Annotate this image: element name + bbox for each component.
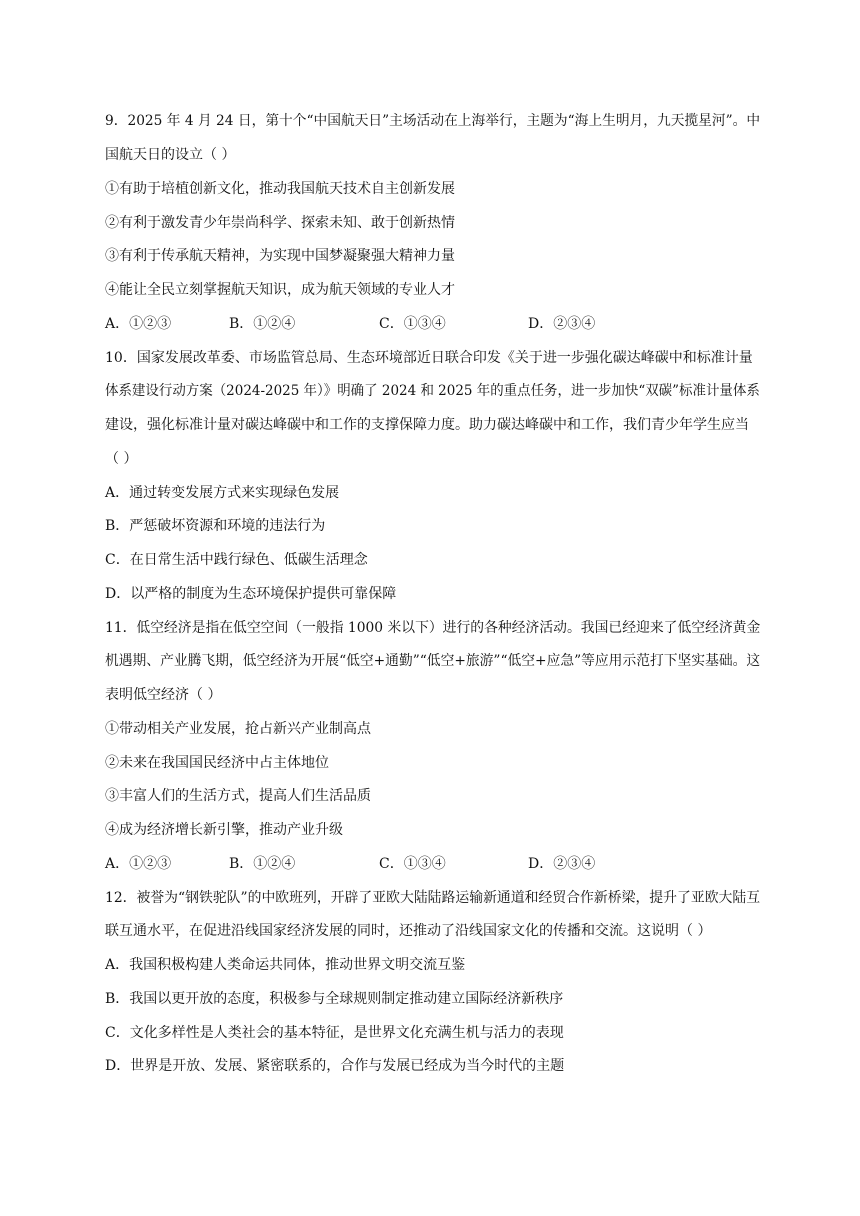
question-10-stem-line-3: 建设，强化标准计量对碳达峰碳中和工作的支撑保障力度。助力碳达峰碳中和工作，我们青少年学生应当 [105, 417, 749, 433]
question-12-option-b: B．我国以更开放的态度，积极参与全球规则制定推动建立国际经济新秩序 [105, 991, 564, 1007]
question-9-statement-4: ④能让全民立刻掌握航天知识，成为航天领域的专业人才 [105, 282, 455, 298]
question-11-option-a: A．①②③ [105, 856, 172, 872]
question-9-option-b: B．①②④ [229, 316, 296, 332]
question-10-stem-line-1: 10．国家发展改革委、市场监管总局、生态环境部近日联合印发《关于进一步强化碳达峰碳中和标准计量 [105, 350, 753, 366]
question-10-option-c: C．在日常生活中践行绿色、低碳生活理念 [105, 552, 368, 568]
question-11-statement-3: ③丰富人们的生活方式，提高人们生活品质 [105, 788, 371, 804]
question-9-statement-3: ③有利于传承航天精神，为实现中国梦凝聚强大精神力量 [105, 248, 455, 264]
question-12-stem-line-2: 联互通水平，在促进沿线国家经济发展的同时，还推动了沿线国家文化的传播和交流。这说明（ ） [105, 923, 712, 939]
question-9-stem-line-1: 9．2025 年 4 月 24 日，第十个“中国航天日”主场活动在上海举行，主题为“海上生明月，九天揽星河”。中 [105, 113, 761, 129]
question-11-statement-1: ①带动相关产业发展，抢占新兴产业制高点 [105, 721, 371, 737]
question-11-stem-line-1: 11．低空经济是指在低空空间（一般指 1000 米以下）进行的各种经济活动。我国已经迎来了低空经济黄金 [105, 620, 761, 636]
question-9-option-d: D．②③④ [528, 316, 596, 332]
question-10-option-a: A．通过转变发展方式来实现绿色发展 [105, 485, 340, 501]
question-9-statement-2: ②有利于激发青少年崇尚科学、探索未知、敢于创新热情 [105, 215, 455, 231]
question-10-stem-line-4: （ ） [105, 451, 138, 467]
question-9-option-a: A．①②③ [105, 316, 172, 332]
question-12-option-a: A．我国积极构建人类命运共同体，推动世界文明交流互鉴 [105, 957, 466, 973]
question-11-statement-2: ②未来在我国国民经济中占主体地位 [105, 755, 329, 771]
question-9-stem-line-2: 国航天日的设立（ ） [105, 147, 236, 163]
question-10-stem-line-2: 体系建设行动方案（2024-2025 年）》明确了 2024 和 2025 年的重点任务，进一步加快“双碳”标准计量体系 [105, 383, 760, 399]
question-9-statement-1: ①有助于培植创新文化，推动我国航天技术自主创新发展 [105, 181, 455, 197]
question-11-stem-line-3: 表明低空经济（ ） [105, 687, 222, 703]
question-12-option-d: D．世界是开放、发展、紧密联系的，合作与发展已经成为当今时代的主题 [105, 1058, 565, 1074]
question-10-option-d: D．以严格的制度为生态环境保护提供可靠保障 [105, 586, 397, 602]
question-12-option-c: C．文化多样性是人类社会的基本特征，是世界文化充满生机与活力的表现 [105, 1025, 564, 1041]
question-11-stem-line-2: 机遇期、产业腾飞期，低空经济为开展“低空+通勤”“低空+旅游”“低空+应急”等应用示范打下坚实基础。这 [105, 653, 761, 669]
question-11-option-b: B．①②④ [229, 856, 296, 872]
question-11-statement-4: ④成为经济增长新引擎，推动产业升级 [105, 822, 343, 838]
question-10-option-b: B．严惩破坏资源和环境的违法行为 [105, 518, 326, 534]
question-11-option-d: D．②③④ [528, 856, 596, 872]
question-12-stem-line-1: 12．被誉为“钢铁驼队”的中欧班列，开辟了亚欧大陆陆路运输新通道和经贸合作新桥梁，提升了亚欧大陆互 [105, 890, 761, 906]
question-11-option-c: C．①③④ [379, 856, 446, 872]
question-9-option-c: C．①③④ [379, 316, 446, 332]
